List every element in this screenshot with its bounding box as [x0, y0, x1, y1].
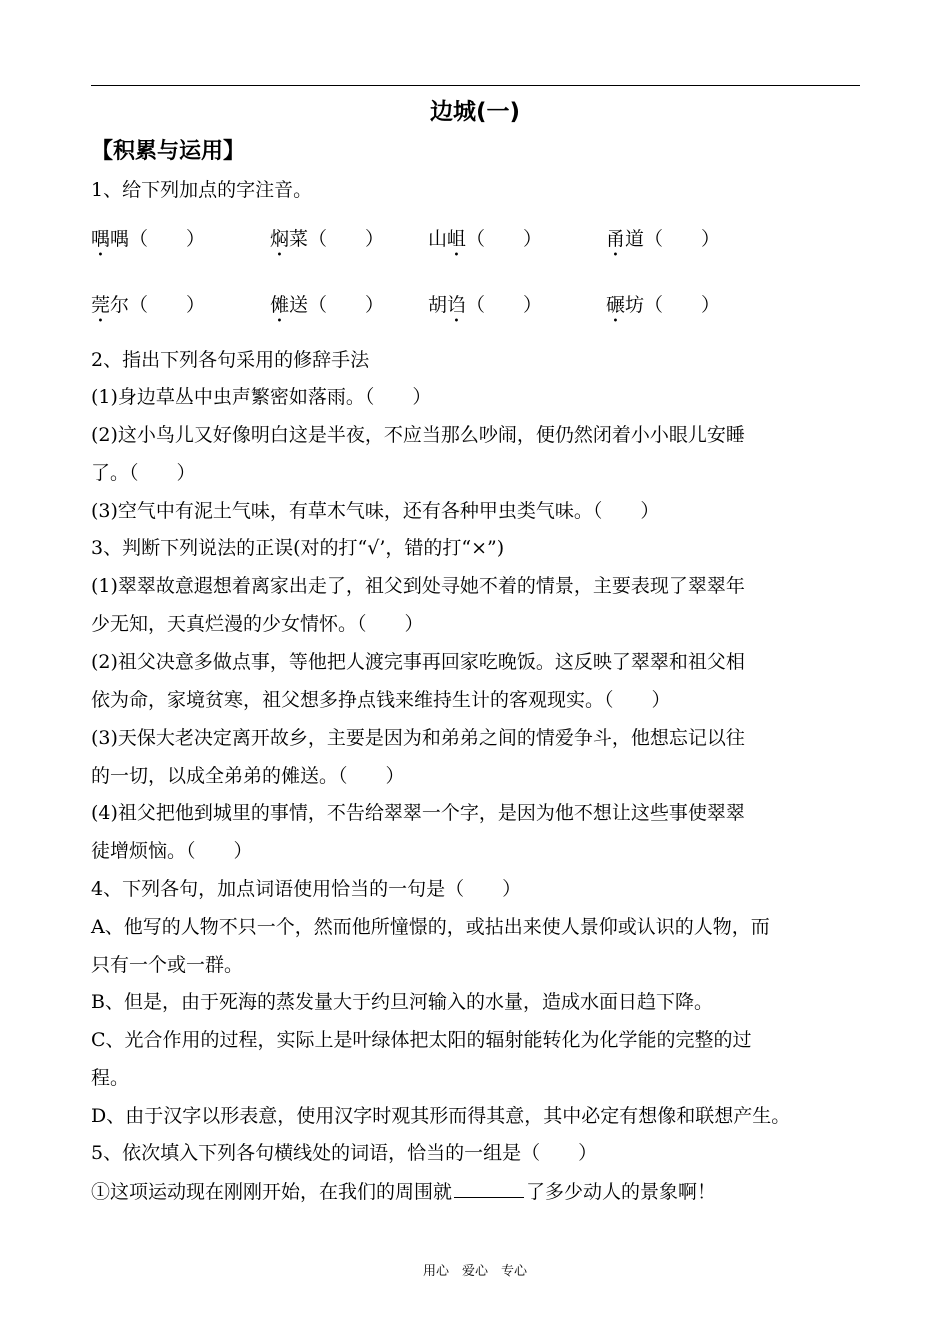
text-line: 4、下列各句，加点词语使用恰当的一句是（ ）	[91, 878, 522, 900]
pinyin-item: 莞尔（ ）	[91, 294, 206, 316]
text-line: (4)祖父把他到城里的事情，不告给翠翠一个字，是因为他不想让这些事使翠翠	[91, 802, 745, 824]
text-line: (1)身边草丛中虫声繁密如落雨。（ ）	[91, 386, 432, 408]
text-line: (2)祖父决意多做点事，等他把人渡完事再回家吃晚饭。这反映了翠翠和祖父相	[91, 651, 745, 673]
section-heading: 【积累与运用】	[91, 139, 246, 164]
text-line: 了。（ ）	[91, 462, 196, 484]
text-line: ①这项运动现在刚刚开始，在我们的周围就 了多少动人的景象啊！	[91, 1177, 716, 1206]
text-line: B、但是，由于死海的蒸发量大于约旦河输入的水量，造成水面日趋下降。	[91, 991, 713, 1013]
text-line: 2、指出下列各句采用的修辞手法	[91, 349, 370, 371]
text-line: C、光合作用的过程，实际上是叶绿体把太阳的辐射能转化为化学能的完整的过	[91, 1029, 752, 1051]
text-line: 5、依次填入下列各句横线处的词语，恰当的一组是（ ）	[91, 1142, 598, 1164]
text-line: 的一切，以成全弟弟的傩送。（ ）	[91, 765, 405, 787]
pinyin-item: 焖菜（ ）	[270, 228, 385, 250]
page-footer: 用心 爱心 专心	[422, 1264, 527, 1279]
text-line: (3)空气中有泥土气味，有草木气味，还有各种甲虫类气味。（ ）	[91, 500, 660, 522]
pinyin-item: 碾坊（ ）	[606, 294, 721, 316]
text-line: 程。	[91, 1067, 130, 1089]
text-line: 3、判断下列说法的正误(对的打“√’，错的打“×”)	[91, 537, 505, 559]
text-line: (3)天保大老决定离开故乡，主要是因为和弟弟之间的情爱争斗，他想忘记以往	[91, 727, 745, 749]
pinyin-item: 喁喁（ ）	[91, 228, 206, 250]
text-line: 依为命，家境贫寒，祖父想多挣点钱来维持生计的客观现实。（ ）	[91, 689, 671, 711]
pinyin-item: 甬道（ ）	[606, 228, 721, 250]
text-line: 徒增烦恼。（ ）	[91, 840, 253, 862]
pinyin-item: 山岨（ ）	[428, 228, 543, 250]
text-line: (2)这小鸟儿又好像明白这是半夜，不应当那么吵闹，便仍然闭着小小眼儿安睡	[91, 424, 745, 446]
page-title: 边城(一)	[429, 99, 521, 125]
text-line: (1)翠翠故意遐想着离家出走了，祖父到处寻她不着的情景，主要表现了翠翠年	[91, 575, 745, 597]
header-rule	[91, 85, 860, 86]
text-line: A、他写的人物不只一个，然而他所憧憬的，或拈出来使人景仰或认识的人物，而	[91, 916, 770, 938]
text-line: D、由于汉字以形表意，使用汉字时观其形而得其意，其中必定有想像和联想产生。	[91, 1105, 791, 1127]
text-line: 只有一个或一群。	[91, 954, 244, 976]
pinyin-item: 傩送（ ）	[270, 294, 385, 316]
pinyin-item: 胡诌（ ）	[428, 294, 543, 316]
blank-underline	[454, 1177, 524, 1198]
q1-prompt: 1、给下列加点的字注音。	[91, 179, 313, 201]
text-line: 少无知，天真烂漫的少女情怀。（ ）	[91, 613, 424, 635]
